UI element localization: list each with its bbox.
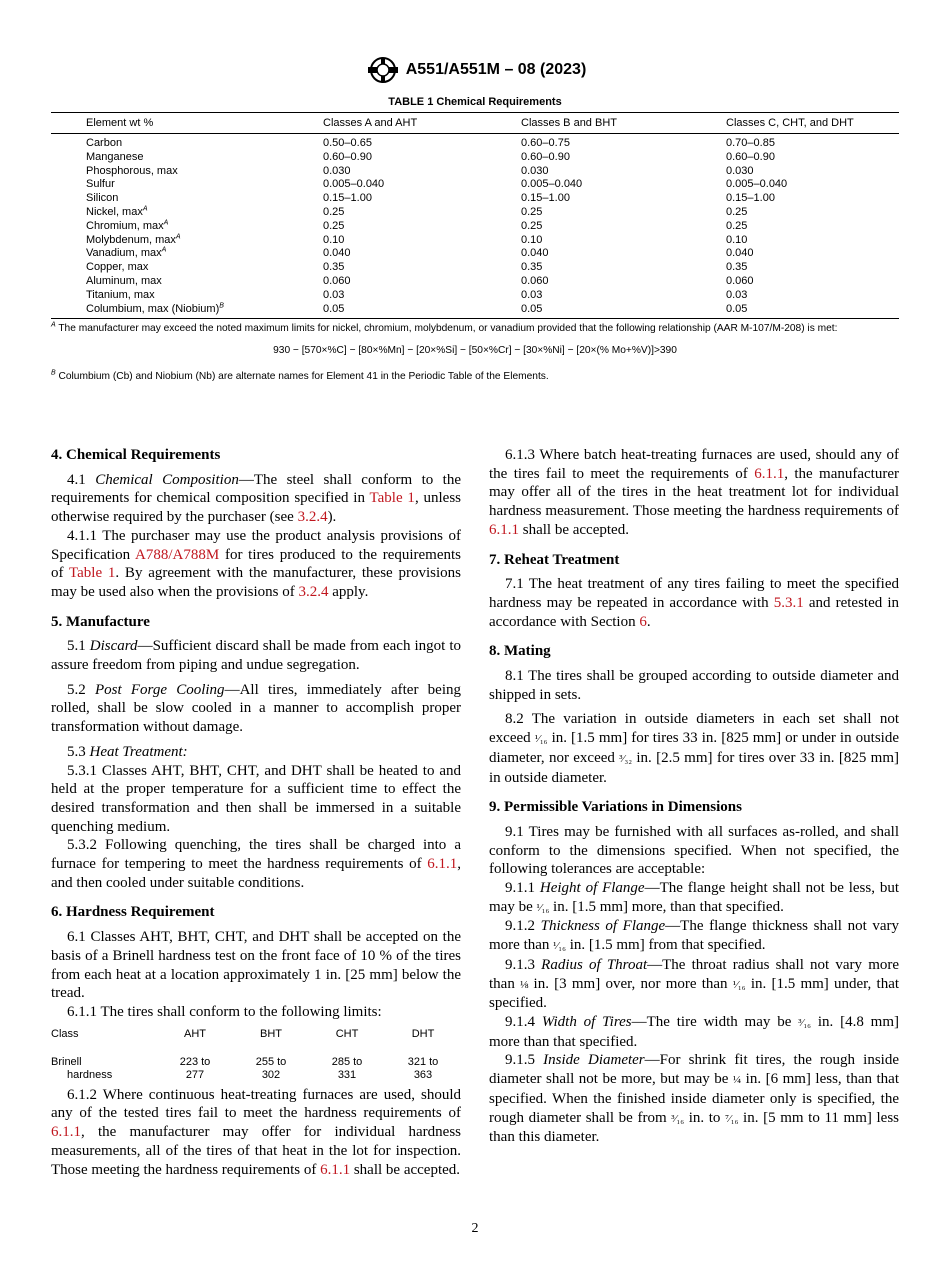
paragraph-6-1: 6.1 Classes AHT, BHT, CHT, and DHT shall be accepted on the basis of a Brinell hardness test on the front face of 10 % of the tires from each heat at a location approximately 1 in. [25 mm] below the tread.: [51, 929, 461, 1002]
footnote-mark: A: [161, 246, 167, 254]
paragraph-7-1: [489, 575, 899, 631]
cell-text: 0.03: [726, 288, 748, 301]
para-title: Height of Flange: [539, 880, 645, 897]
para-number: 9.1.2: [505, 918, 535, 935]
para-text: in. [3 mm] over, nor more than: [528, 975, 733, 992]
cell-text: 0.60–0.90: [521, 150, 570, 163]
hardness-value: 223 to: [179, 1055, 211, 1068]
footnote-mark: B: [51, 369, 56, 377]
para-text: 6.1.2 Where continuous heat-treating furnaces are used, should any of the tested tires fail to meet the hardness requirements of: [51, 1086, 461, 1122]
footnote-a: [51, 322, 899, 336]
cell-text: Nickel, max: [86, 205, 143, 218]
cell-text: 0.25: [726, 205, 748, 218]
value-cell: [521, 220, 726, 234]
cell-text: 0.60–0.90: [323, 150, 372, 163]
para-title: Thickness of Flange: [540, 918, 666, 935]
paragraph-5-1: [51, 637, 461, 674]
value-cell: [521, 303, 726, 319]
hardness-limits-table: [51, 1028, 461, 1082]
value-cell: [726, 261, 899, 275]
value-cell: [726, 151, 899, 165]
hardness-header: CHT: [335, 1027, 359, 1040]
cell-text: 0.05: [521, 302, 543, 315]
element-name-cell: [51, 178, 323, 192]
table-row: [51, 178, 899, 192]
hardness-value: 285 to: [331, 1055, 363, 1068]
para-text: —Sufficient discard shall be made from each ingot to assure freedom from piping and undue segregation.: [51, 638, 462, 674]
para-number: 9.1.1: [505, 880, 535, 897]
cell-text: 0.35: [323, 261, 345, 274]
value-cell: [726, 234, 899, 248]
para-text: 8.2 The variation in outside diameters in each set shall not exceed: [489, 711, 899, 747]
hardness-value: 255 to: [255, 1055, 287, 1068]
paragraph-6-1-1: 6.1.1 The tires shall conform to the following limits:: [67, 1003, 382, 1020]
fraction: ¹⁄₁₆: [553, 940, 566, 953]
cell-text: 0.030: [726, 164, 754, 177]
value-cell: [726, 178, 899, 192]
paragraph-9-1: 9.1 Tires may be furnished with all surfaces as-rolled, and shall conform to the dimensions specified. When not specified, the following tolerances are acceptable:: [489, 823, 899, 878]
value-cell: [521, 151, 726, 165]
value-cell: [521, 134, 726, 151]
paragraph-8-1: 8.1 The tires shall be grouped according to outside diameter and shipped in sets.: [489, 668, 899, 703]
left-column: [51, 446, 461, 1179]
paragraph-9-1-2: [489, 917, 899, 955]
hardness-value: 331: [337, 1068, 357, 1081]
hardness-value: 363: [413, 1068, 433, 1081]
cell-text: 0.03: [521, 288, 543, 301]
para-text: , and then cooled under suitable conditions.: [51, 856, 461, 891]
hardness-row-lower: [51, 1069, 461, 1082]
value-cell: [323, 303, 521, 319]
para-text: shall be accepted.: [350, 1161, 461, 1178]
paragraph-4-1-1: [51, 527, 461, 602]
paragraph-9-1-1: [489, 879, 899, 917]
section-heading-4: 4. Chemical Requirements: [51, 447, 221, 463]
para-text: and retested in accordance with Section: [489, 594, 899, 630]
right-column: [489, 446, 899, 1147]
cell-text: Aluminum, max: [86, 274, 162, 287]
footnote-b: [51, 370, 899, 384]
para-title: Inside Diameter: [543, 1052, 645, 1069]
hardness-row-upper: [51, 1056, 461, 1069]
fraction: ³⁄₃₂: [619, 752, 633, 765]
table-row: [51, 275, 899, 289]
paragraph-6-1-3: [489, 446, 899, 540]
element-name-cell: [51, 192, 323, 206]
para-text: 5.3.2 Following quenching, the tires shall be charged into a furnace for tempering to meet the hardness requirements of: [51, 837, 461, 873]
section-heading-6: 6. Hardness Requirement: [51, 904, 215, 921]
cell-text: Columbium, max (Niobium): [86, 302, 220, 315]
cell-text: 0.060: [323, 274, 351, 287]
footnote-mark: A: [175, 232, 181, 240]
paragraph-5-3-2: [51, 836, 461, 892]
element-name-cell: [51, 303, 323, 319]
cell-text: 0.060: [521, 274, 549, 287]
para-text: —For shrink fit tires, the rough inside diameter shall not be more, but may be: [489, 1052, 900, 1088]
paragraph-4-1: [51, 471, 461, 527]
cell-text: 0.005–0.040: [521, 178, 583, 191]
para-text: , the manufacturer may offer all of the tires in the heat treatment lot for individual hardness measurement. Those meeting the hardness requirements of: [489, 465, 899, 520]
section-3-2-4-link[interactable]: 3.2.4: [298, 583, 329, 600]
cell-text: 0.35: [726, 261, 748, 274]
para-number: 5.1: [67, 638, 86, 655]
cell-text: 0.25: [521, 219, 543, 232]
fraction: ¼: [732, 1074, 742, 1087]
element-name-cell: [51, 134, 323, 151]
fraction: ¹⁄₁₆: [534, 733, 548, 746]
fraction: ¹⁄₁₆: [732, 978, 746, 991]
hardness-row-label: hardness: [67, 1068, 113, 1081]
value-cell: [726, 220, 899, 234]
cell-text: Manganese: [86, 150, 144, 163]
cell-text: Molybdenum, max: [86, 233, 176, 246]
value-cell: [323, 261, 521, 275]
cell-text: 0.15–1.00: [521, 192, 570, 205]
para-text: for tires produced to the requirements of: [51, 546, 462, 582]
para-text: in. to: [684, 1109, 726, 1126]
table-row: [51, 165, 899, 179]
value-cell: [726, 247, 899, 261]
value-cell: [521, 165, 726, 179]
para-title: Heat Treatment:: [89, 743, 188, 760]
cell-text: 0.05: [726, 302, 748, 315]
table-row: [51, 206, 899, 220]
value-cell: [323, 206, 521, 220]
value-cell: [726, 165, 899, 179]
standard-designation: A551/A551M – 08 (2023): [405, 61, 587, 78]
value-cell: [521, 234, 726, 248]
element-name-cell: [51, 289, 323, 303]
cell-text: 0.15–1.00: [726, 192, 775, 205]
para-text: , the manufacturer may offer for individual hardness measurements, all of the tires of that heat in the lot for inspection. Those meeting the hardness requirements of: [51, 1124, 461, 1178]
cell-text: 0.03: [323, 288, 345, 301]
paragraph-9-1-5: [489, 1051, 899, 1147]
hardness-value: 321 to: [407, 1055, 439, 1068]
a788-link[interactable]: A788/A788M: [135, 546, 220, 563]
page-header: [0, 56, 950, 84]
value-cell: [323, 192, 521, 206]
table-row: [51, 134, 899, 151]
value-cell: [323, 247, 521, 261]
cell-text: Sulfur: [86, 178, 115, 191]
para-number: 5.2: [67, 681, 86, 698]
para-number: 9.1.3: [505, 956, 535, 973]
fraction: ⅛: [520, 978, 529, 991]
para-title: Post Forge Cooling: [94, 681, 225, 698]
table1-link[interactable]: Table 1: [69, 565, 116, 582]
value-cell: [323, 289, 521, 303]
cell-text: 0.25: [323, 205, 345, 218]
table-footnotes: [51, 322, 899, 384]
equivalence-formula: 930 − [570×%C] − [80×%Mn] − [20×%Si] − [50×%Cr] − [30×%Ni] − [20×(% Mo+%V)]>390: [273, 345, 677, 357]
para-text: ).: [327, 509, 337, 526]
cell-text: 0.05: [323, 302, 345, 315]
value-cell: [521, 247, 726, 261]
value-cell: [323, 275, 521, 289]
paragraph-6-1-2: [51, 1086, 461, 1180]
element-name-cell: [51, 275, 323, 289]
footnote-text: Columbium (Cb) and Niobium (Nb) are alternate names for Element 41 in the Periodic Table of the Elements.: [58, 371, 549, 383]
value-cell: [521, 275, 726, 289]
cell-text: Carbon: [86, 137, 123, 149]
column-header: Classes C, CHT, and DHT: [726, 113, 899, 134]
para-text: —The flange thickness shall not vary more than: [489, 918, 900, 954]
table-row: [51, 234, 899, 248]
hardness-header: Class: [51, 1027, 79, 1040]
footnote-mark: A: [51, 321, 56, 329]
cell-text: Phosphorous, max: [86, 164, 178, 177]
para-text: —The tire width may be: [631, 1013, 799, 1030]
value-cell: [521, 261, 726, 275]
para-text: in. [1.5 mm] more, than that specified.: [549, 898, 784, 915]
section-5-3-1-link[interactable]: 5.3.1: [773, 594, 804, 611]
element-name-cell: [51, 220, 323, 234]
para-text: —All tires, immediately after being rolled, shall be slow cooled in a manner to accomplish proper transformation without damage.: [51, 681, 462, 736]
para-text: in. [6 mm] less, than that specified. When the finished inside diameter only is specified, the rough diameter shall be from: [489, 1071, 900, 1126]
footnote-mark: B: [219, 301, 224, 309]
para-text: —The flange height shall not be less, but may be: [489, 880, 900, 915]
column-header: Classes B and BHT: [521, 113, 726, 134]
para-number: 5.3: [67, 743, 86, 760]
cell-text: 0.040: [521, 247, 549, 260]
element-name-cell: [51, 151, 323, 165]
cell-text: Vanadium, max: [86, 247, 162, 260]
para-title: Width of Tires: [541, 1013, 632, 1030]
column-header: Element wt %: [51, 113, 323, 134]
fraction: ³⁄₁₆: [798, 1016, 812, 1029]
cell-text: 0.005–0.040: [726, 178, 788, 191]
astm-logo-icon: [364, 56, 402, 84]
paragraph-9-1-4: [489, 1013, 899, 1051]
table-row: [51, 247, 899, 261]
para-text: in. [5 mm to 11 mm] less than this diameter.: [489, 1109, 899, 1146]
fraction: ³⁄₁₆: [671, 1112, 685, 1125]
value-cell: [323, 134, 521, 151]
hardness-value: 277: [185, 1068, 205, 1081]
cell-text: 0.060: [726, 274, 754, 287]
value-cell: [726, 303, 899, 319]
cell-text: 0.60–0.75: [521, 137, 570, 149]
para-text: in. [1.5 mm] under, that specified.: [489, 975, 900, 1012]
value-cell: [323, 234, 521, 248]
hardness-header: BHT: [260, 1027, 282, 1040]
table-row: [51, 220, 899, 234]
value-cell: [521, 206, 726, 220]
value-cell: [323, 178, 521, 192]
cell-text: 0.70–0.85: [726, 137, 775, 149]
value-cell: [323, 165, 521, 179]
paragraph-5-3-1: 5.3.1 Classes AHT, BHT, CHT, and DHT shall be heated to and held at the proper temperature for a sufficient time to effect the desired transformation and then shall be immersed in a suitable quenching medium.: [51, 762, 461, 835]
para-text: —The throat radius shall not vary more than: [489, 956, 900, 992]
section-6-1-1-link[interactable]: 6.1.1: [427, 856, 458, 873]
cell-text: 0.040: [726, 247, 754, 260]
value-cell: [323, 151, 521, 165]
cell-text: 0.15–1.00: [323, 192, 372, 205]
cell-text: 0.10: [726, 233, 748, 246]
value-cell: [726, 134, 899, 151]
cell-text: 0.25: [521, 205, 543, 218]
section-6-1-1-link[interactable]: 6.1.1: [320, 1161, 351, 1178]
para-text: . By agreement with the manufacturer, these provisions may be used also when the provisions of: [51, 565, 461, 600]
fraction: ⁷⁄₁₆: [725, 1112, 739, 1125]
para-text: apply.: [328, 583, 369, 600]
table1-link[interactable]: Table 1: [369, 490, 415, 507]
cell-text: 0.10: [323, 233, 345, 246]
section-heading-8: 8. Mating: [489, 643, 551, 660]
paragraph-5-3: [51, 743, 461, 762]
footnote-mark: A: [163, 219, 169, 227]
section-heading-7: 7. Reheat Treatment: [489, 551, 620, 568]
para-text: shall be accepted.: [519, 521, 629, 538]
para-number: 4.1: [67, 471, 86, 488]
cell-text: Copper, max: [86, 261, 149, 274]
value-cell: [521, 289, 726, 303]
hardness-value: 302: [261, 1068, 281, 1081]
paragraph-5-2: [51, 681, 461, 737]
section-heading-5: 5. Manufacture: [51, 613, 150, 630]
cell-text: 0.030: [521, 164, 549, 177]
section-6-1-1-link[interactable]: 6.1.1: [754, 465, 785, 482]
chemical-requirements-table: [51, 95, 899, 384]
section-6-1-1-link[interactable]: 6.1.1: [51, 1124, 81, 1141]
element-name-cell: [51, 234, 323, 248]
hardness-header: AHT: [184, 1027, 206, 1040]
table-row: [51, 192, 899, 206]
table-row: [51, 289, 899, 303]
cell-text: 0.040: [323, 247, 351, 260]
value-cell: [726, 192, 899, 206]
value-cell: [726, 275, 899, 289]
table-row: [51, 303, 899, 319]
element-name-cell: [51, 206, 323, 220]
table-header-row: [51, 113, 899, 134]
para-title: Chemical Composition: [95, 471, 239, 488]
para-text: in. [1.5 mm] for tires 33 in. [825 mm] or under in outside diameter, nor exceed: [489, 730, 899, 766]
paragraph-9-1-3: [489, 956, 899, 1013]
footnote-mark: A: [142, 205, 148, 213]
cell-text: 0.60–0.90: [726, 150, 775, 163]
para-title: Radius of Throat: [541, 956, 648, 973]
cell-text: Chromium, max: [86, 219, 164, 232]
para-title: Discard: [89, 638, 138, 655]
para-text: —The steel shall conform to the requirements for chemical composition specified in: [51, 471, 462, 507]
para-text: 6.1.3 Where batch heat-treating furnaces are used, should any of the tires fail to meet the requirements of: [489, 447, 899, 482]
element-name-cell: [51, 165, 323, 179]
hardness-header: DHT: [411, 1027, 435, 1040]
value-cell: [521, 178, 726, 192]
cell-text: 0.030: [323, 164, 351, 177]
cell-text: 0.50–0.65: [323, 137, 372, 149]
cell-text: Titanium, max: [86, 288, 155, 301]
section-6-link[interactable]: 6: [639, 613, 647, 630]
para-text: 7.1 The heat treatment of any tires failing to meet the specified hardness may be repeated in accordance with: [489, 576, 899, 611]
para-number: 9.1.4: [505, 1013, 535, 1030]
para-number: 9.1.5: [505, 1052, 535, 1069]
para-text: in. [1.5 mm] from that specified.: [565, 937, 766, 954]
cell-text: Silicon: [86, 192, 119, 205]
para-text: 4.1.1 The purchaser may use the product analysis provisions of Specification: [51, 527, 461, 563]
value-cell: [521, 192, 726, 206]
table-caption: TABLE 1 Chemical Requirements: [388, 96, 562, 108]
section-3-2-4-link[interactable]: 3.2.4: [297, 509, 328, 526]
section-heading-9: 9. Permissible Variations in Dimensions: [489, 799, 742, 816]
value-cell: [726, 206, 899, 220]
cell-text: 0.10: [521, 233, 543, 246]
fraction: ¹⁄₁₆: [536, 901, 550, 914]
paragraph-8-2: [489, 710, 899, 787]
para-text: in. [4.8 mm] more than that specified.: [489, 1013, 899, 1050]
para-text: .: [646, 613, 651, 630]
element-name-cell: [51, 247, 323, 261]
value-cell: [726, 289, 899, 303]
table-row: [51, 151, 899, 165]
hardness-header-row: [51, 1028, 461, 1041]
cell-text: 0.25: [726, 219, 748, 232]
footnote-text: The manufacturer may exceed the noted maximum limits for nickel, chromium, molybdenum, or vanadium provided that the following relationship (AAR M-107/M-208) is met:: [58, 323, 838, 335]
cell-text: 0.35: [521, 261, 543, 274]
hardness-row-label: Brinell: [51, 1055, 82, 1068]
cell-text: 0.005–0.040: [323, 178, 385, 191]
element-name-cell: [51, 261, 323, 275]
para-text: in. [2.5 mm] for tires over 33 in. [825 mm] in outside diameter.: [489, 749, 899, 786]
page-number: 2: [471, 1221, 479, 1236]
table-row: [51, 261, 899, 275]
column-header: Classes A and AHT: [323, 113, 521, 134]
cell-text: 0.25: [323, 219, 345, 232]
value-cell: [323, 220, 521, 234]
para-text: , unless otherwise required by the purchaser (see: [51, 490, 461, 526]
section-6-1-1-link[interactable]: 6.1.1: [489, 521, 519, 538]
